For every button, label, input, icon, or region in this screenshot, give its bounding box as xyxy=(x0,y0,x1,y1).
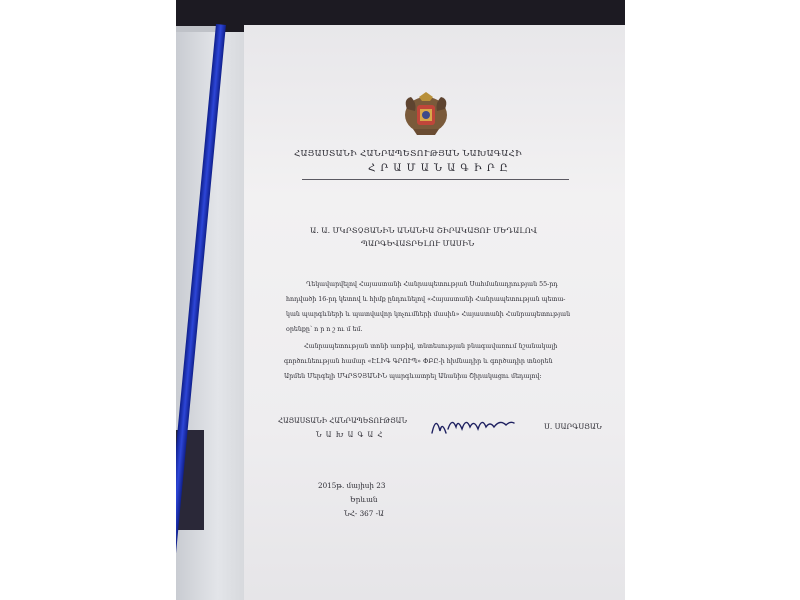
decree-date: 2015թ. մայիսի 23 xyxy=(318,481,386,490)
document-photo xyxy=(176,0,625,600)
header-line1: ՀԱՅԱՍՏԱՆԻ ՀԱՆՐԱՊԵՏՈՒԹՅԱՆ ՆԱԽԱԳԱՀԻ xyxy=(294,149,522,159)
body-p1-line3: կան պարգևների և պատվավոր կոչումների մասին» Հայաստանի Հանրապետության xyxy=(286,311,571,318)
body-p1-line4: օրենքը՝ ո ր ո շ ու մ եմ. xyxy=(286,326,363,333)
decree-page xyxy=(244,25,625,600)
coat-of-arms-icon xyxy=(401,89,451,139)
decree-number: ՆՀ- 367 -Ա xyxy=(344,509,384,518)
body-p2-line2: գործունեության համար «ԷԼԻԳ ԳՐՈՒՊ» ՓԲԸ-ի հիմնադիր և գործադիր տնօրեն xyxy=(284,358,553,365)
title-line2: ՊԱՐԳԵՎԱՏՐԵԼՈՒ ՄԱՍԻՆ xyxy=(361,239,475,248)
body-p2-line1: Հանրապետության տոնի առթիվ, տնտեսության բնագավառում նշանակալի xyxy=(304,343,558,350)
header-rule xyxy=(302,179,569,180)
handwritten-signature xyxy=(428,411,518,441)
body-p2-line3: Արմեն Մերգելի ՄԿՐՏՉՅԱՆԻՆ պարգևատրել Անանիա Շիրակացու մեդալով: xyxy=(284,373,542,380)
title-line1: Ա. Ա. ՄԿՐՏՉՅԱՆԻՆ ԱՆԱՆԻԱ ՇԻՐԱԿԱՑՈՒ ՄԵԴԱԼՈՎ xyxy=(310,226,538,235)
signer-title-line1: ՀԱՅԱՍՏԱՆԻ ՀԱՆՐԱՊԵՏՈՒԹՅԱՆ xyxy=(278,417,407,425)
header-decree-word: Հ Ր Ա Մ Ա Ն Ա Գ Ի Ր Ը xyxy=(368,163,509,174)
signer-title-line2: Ն Ա Խ Ա Գ Ա Հ xyxy=(316,431,384,439)
body-p1-line1: Ղեկավարվելով Հայաստանի Հանրապետության Սահմանադրության 55-րդ xyxy=(306,281,558,288)
signer-name: Ս. ՍԱՐԳՍՅԱՆ xyxy=(544,422,602,431)
decree-place: Երևան xyxy=(350,495,378,504)
body-p1-line2: հոդվածի 16-րդ կետով և հիմք ընդունելով «Հայաստանի Հանրապետության պետա- xyxy=(286,296,566,303)
